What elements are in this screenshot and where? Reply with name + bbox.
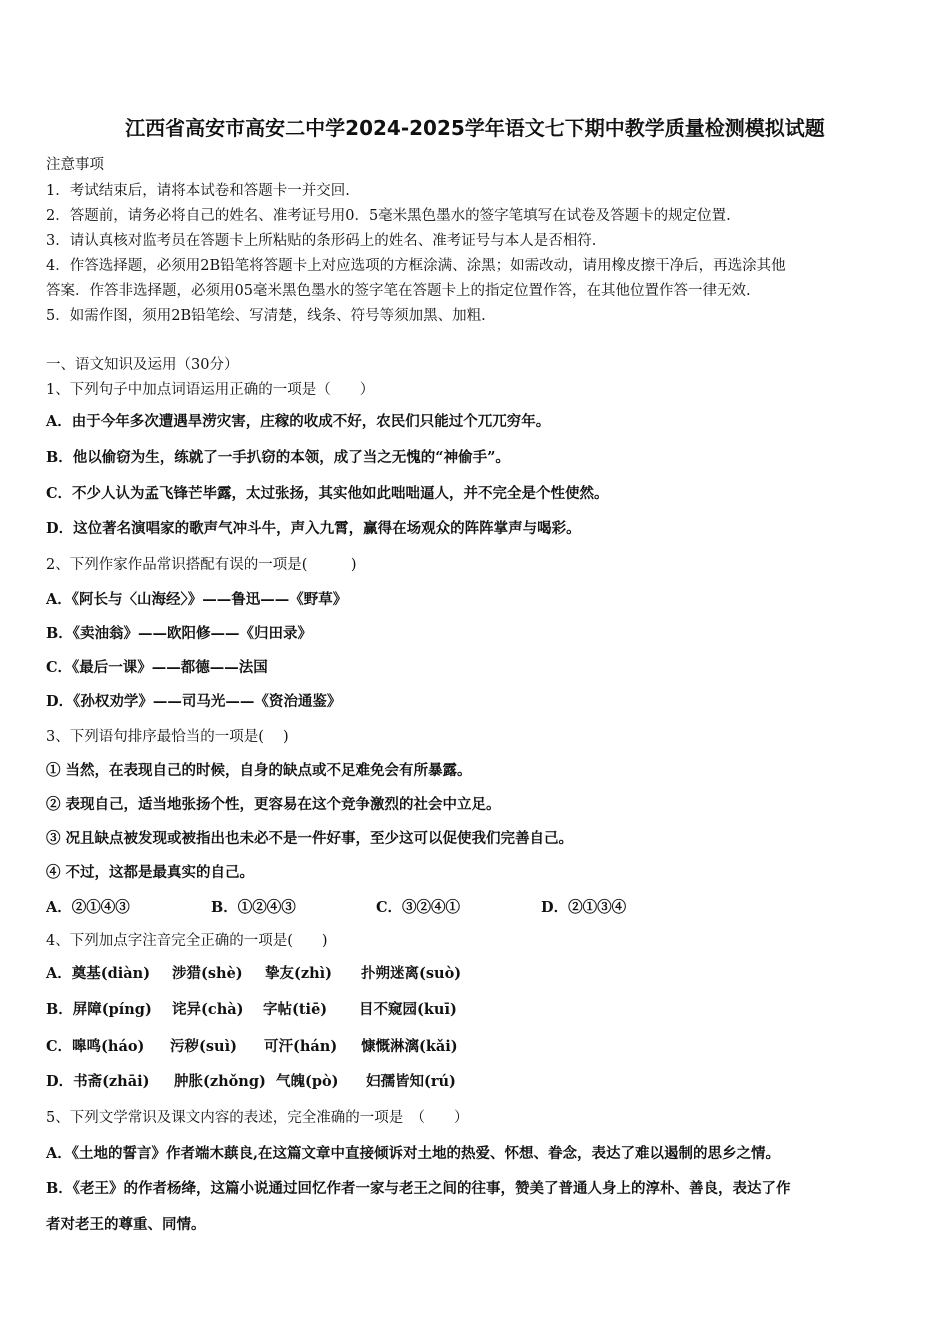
pinyin-item: D．书斋(zhāi)	[46, 1073, 150, 1090]
notice-item: 1．考试结束后，请将本试卷和答题卡一并交回.	[46, 183, 350, 199]
pinyin-item: 气魄(pò)	[276, 1073, 339, 1090]
pinyin-item: B．屏障(píng)	[46, 1001, 152, 1018]
notice-item: 4．作答选择题，必须用2B铅笔将答题卡上对应选项的方框涂满、涂黑；如需改动，请用橡皮擦干净后，再选涂其他	[46, 258, 786, 274]
pinyin-item: 挚友(zhì)	[265, 965, 333, 982]
pinyin-item: 肿胀(zhǒng)	[174, 1073, 266, 1090]
question-stem: 3、下列语句排序最恰当的一项是( )	[46, 729, 289, 745]
question-stem: 2、下列作家作品常识搭配有误的一项是( )	[46, 557, 357, 573]
notice-heading: 注意事项	[46, 157, 104, 173]
option-a: A．②①④③	[46, 899, 130, 916]
option-d: D．《孙权劝学》——司马光——《资治通鉴》	[46, 693, 342, 710]
pinyin-item: 慷慨淋漓(kǎi)	[361, 1038, 458, 1055]
option-a: A．《阿长与〈山海经〉》——鲁迅——《野草》	[46, 591, 348, 608]
option-b: B．《卖油翁》——欧阳修——《归田录》	[46, 625, 313, 642]
sentence-4: ④ 不过，这都是最真实的自己。	[46, 864, 255, 881]
option-b: B．《老王》的作者杨绛，这篇小说通过回忆作者一家与老王之间的往事，赞美了普通人身上的淳朴、善良，表达了作	[46, 1180, 791, 1197]
pinyin-item: A．奠基(diàn)	[46, 965, 151, 982]
option-b-continued: 者对老王的尊重、同情。	[46, 1216, 206, 1233]
pinyin-item: 目不窥园(kuī)	[359, 1001, 457, 1018]
pinyin-item: 字帖(tiē)	[263, 1001, 328, 1018]
option-b: B．他以偷窃为生，练就了一手扒窃的本领，成了当之无愧的“神偷手”。	[46, 449, 510, 466]
pinyin-item: 可汗(hán)	[264, 1038, 338, 1055]
option-c: C．《最后一课》——都德——法国	[46, 659, 268, 676]
notice-item: 5．如需作图，须用2B铅笔绘、写清楚，线条、符号等须加黑、加粗.	[46, 308, 486, 324]
question-stem: 4、下列加点字注音完全正确的一项是( )	[46, 933, 328, 949]
notice-item: 2．答题前，请务必将自己的姓名、准考证号用0．5毫米黑色墨水的签字笔填写在试卷及答题卡的规定位置.	[46, 208, 731, 224]
option-a: A．由于今年多次遭遇旱涝灾害，庄稼的收成不好，农民们只能过个兀兀穷年。	[46, 413, 551, 430]
option-a: A．《土地的誓言》作者端木蕻良,在这篇文章中直接倾诉对土地的热爱、怀想、眷念，表达了难以遏制的思乡之情。	[46, 1145, 781, 1162]
option-d: D．②①③④	[541, 899, 627, 916]
option-b: B．①②④③	[211, 899, 296, 916]
pinyin-item: 扑朔迷离(suò)	[361, 965, 462, 982]
notice-item: 答案．作答非选择题，必须用05毫米黑色墨水的签字笔在答题卡上的指定位置作答，在其他位置作答一律无效.	[46, 283, 751, 299]
sentence-3: ③ 况且缺点被发现或被指出也未必不是一件好事，至少这可以促使我们完善自己。	[46, 830, 574, 847]
sentence-2: ② 表现自己，适当地张扬个性，更容易在这个竞争激烈的社会中立足。	[46, 796, 501, 813]
page-title: 江西省高安市高安二中学2024-2025学年语文七下期中教学质量检测模拟试题	[125, 116, 825, 140]
option-c: C．③②④①	[376, 899, 461, 916]
section-heading: 一、语文知识及运用（30分）	[46, 357, 239, 373]
option-d: D．这位著名演唱家的歌声气冲斗牛，声入九霄，赢得在场观众的阵阵掌声与喝彩。	[46, 520, 581, 537]
pinyin-item: 污秽(suì)	[170, 1038, 237, 1055]
pinyin-item: 涉猎(shè)	[172, 965, 243, 982]
question-stem: 5、下列文学常识及课文内容的表述，完全准确的一项是 （ ）	[46, 1110, 469, 1126]
pinyin-item: 诧异(chà)	[172, 1001, 244, 1018]
notice-item: 3．请认真核对监考员在答题卡上所粘贴的条形码上的姓名、准考证号与本人是否相符.	[46, 233, 597, 249]
pinyin-item: 妇孺皆知(rú)	[366, 1073, 456, 1090]
question-stem: 1、下列句子中加点词语运用正确的一项是（ ）	[46, 382, 375, 398]
option-c: C．不少人认为孟飞锋芒毕露，太过张扬，其实他如此咄咄逼人，并不完全是个性使然。	[46, 485, 609, 502]
pinyin-item: C．嗥鸣(háo)	[46, 1038, 145, 1055]
sentence-1: ① 当然，在表现自己的时候，自身的缺点或不足难免会有所暴露。	[46, 762, 472, 779]
